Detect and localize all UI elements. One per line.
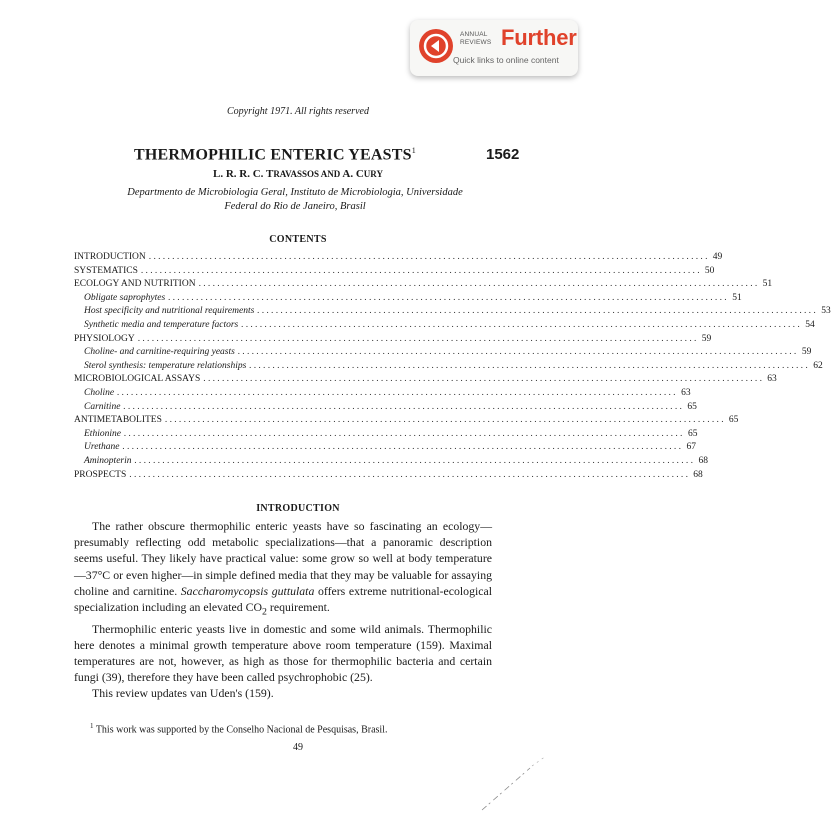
toc-entry-label: MICROBIOLOGICAL ASSAYS [74, 374, 201, 385]
footnote: $^1$ This work was supported by the Conselho Nacional de Pesquisas, Brasil. [90, 722, 388, 736]
toc-entry-label: PROSPECTS [74, 469, 127, 480]
toc-entry [74, 455, 708, 470]
toc-entry [74, 428, 698, 443]
toc-entry-page: 68 [693, 469, 703, 480]
toc-entry-page: 50 [704, 265, 715, 276]
toc-leader-dots: ........................................................................................................................ [134, 455, 696, 466]
toc-entry-label: PHYSIOLOGY [74, 333, 135, 344]
article-number: 1562 [486, 146, 520, 163]
toc-entry-label: Obligate saprophytes [84, 292, 166, 303]
table-of-contents [74, 252, 831, 483]
toc-entry-label: Synthetic media and temperature factors [84, 319, 239, 330]
toc-entry-page: 63 [767, 374, 777, 385]
toc-leader-dots: ........................................................................................................................ [241, 319, 803, 330]
toc-entry [74, 360, 823, 375]
title-footnote-mark: 1 [411, 146, 416, 155]
toc-entry-label: Sterol synthesis: temperature relationships [84, 360, 247, 371]
toc-leader-dots: ........................................................................................................................ [137, 333, 699, 344]
toc-entry [74, 374, 777, 388]
toc-leader-dots: ........................................................................................................................ [203, 374, 765, 385]
toc-entry [74, 279, 773, 293]
toc-entry [74, 442, 697, 456]
toc-leader-dots: ........................................................................................................................ [257, 306, 819, 317]
paragraph-3: This review updates van Uden's (159). [92, 686, 274, 701]
toc-entry [74, 265, 715, 280]
pen-stroke-mark [470, 750, 560, 816]
toc-entry-page: 67 [686, 442, 697, 453]
toc-leader-dots: ........................................................................................................................ [122, 442, 684, 453]
toc-entry-page: 51 [762, 279, 773, 290]
further-subtitle: Quick links to online content [453, 55, 559, 65]
toc-leader-dots: ........................................................................................................................ [129, 469, 691, 480]
toc-leader-dots: ........................................................................................................................ [164, 415, 726, 426]
further-label: Further [501, 25, 577, 50]
toc-leader-dots: ........................................................................................................................ [237, 347, 799, 358]
toc-leader-dots: ........................................................................................................................ [123, 428, 685, 439]
toc-entry-page: 63 [681, 387, 691, 398]
toc-entry-label: ANTIMETABOLITES [74, 415, 162, 426]
toc-entry-page: 51 [732, 292, 742, 303]
toc-entry [74, 469, 703, 484]
toc-entry-label: Urethane [84, 442, 120, 453]
toc-entry-label: Host specificity and nutritional requirements [84, 306, 255, 317]
toc-entry-label: Ethionine [84, 428, 121, 439]
toc-entry-label: SYSTEMATICS [74, 265, 138, 276]
toc-entry [74, 306, 831, 320]
authors: L. R. R. C. TRAVASSOS AND A. CURY [213, 168, 383, 180]
toc-leader-dots: ........................................................................................................................ [117, 387, 679, 398]
contents-heading: CONTENTS [269, 234, 327, 245]
toc-entry [74, 387, 691, 402]
toc-entry-label: Choline- and carnitine-requiring yeasts [84, 347, 235, 358]
toc-leader-dots: ........................................................................................................................ [168, 292, 730, 303]
play-back-icon [419, 29, 453, 63]
toc-entry-page: 65 [687, 428, 698, 439]
copyright-line: Copyright 1971. All rights reserved [227, 106, 369, 117]
toc-entry-page: 68 [698, 455, 708, 466]
toc-leader-dots: ........................................................................................................................ [198, 279, 760, 290]
toc-leader-dots: ........................................................................................................................ [123, 401, 685, 412]
introduction-heading: INTRODUCTION [256, 503, 340, 514]
page-number: 49 [293, 742, 303, 753]
toc-entry-page: 59 [701, 333, 712, 344]
toc-entry [74, 333, 712, 348]
article-title: THERMOPHILIC ENTERIC YEASTS$^1$ [134, 146, 416, 164]
paragraph-2: Thermophilic enteric yeasts live in domestic and some wild animals. Thermophilic here denotes a minimal growth temperature above room temperature (159). Maximal temperatures are not, however, as high as those for thermophilic bacteria and certain fungi (39), therefore they have been called psychrophobic (25). [74, 621, 492, 685]
toc-entry-page: 59 [801, 347, 812, 358]
toc-entry-page: 65 [728, 415, 739, 426]
toc-entry [74, 347, 812, 361]
further-badge[interactable] [410, 20, 578, 76]
toc-leader-dots: ........................................................................................................................ [148, 252, 710, 262]
toc-entry-page: 49 [712, 252, 723, 262]
toc-entry-label: Choline [84, 387, 115, 398]
toc-entry-label: Aminopterin [84, 455, 132, 466]
toc-entry-page: 65 [687, 401, 697, 412]
annual-reviews-logo: ANNUAL REVIEWS [460, 31, 492, 46]
toc-entry [74, 292, 742, 307]
toc-entry [74, 252, 723, 266]
toc-entry-label: INTRODUCTION [74, 252, 146, 262]
toc-entry-label: ECOLOGY AND NUTRITION [74, 279, 196, 290]
toc-leader-dots: ........................................................................................................................ [249, 360, 811, 371]
toc-entry [74, 401, 697, 416]
toc-entry-page: 62 [813, 360, 823, 371]
paragraph-1: The rather obscure thermophilic enteric yeasts have so fascinating an ecology—presumably reflecting odd metabolic specializations—that a panoramic description seems useful. They likely have practical value: some grow so well at body temperature—37°C or even higher—in simple defined media that they may be valuable for assaying choline and carnitine. Saccharomycopsis guttulata offers extreme nutritional-ecological specialization including an elevated $CO_2$ requirement. [74, 519, 492, 618]
toc-entry-label: Carnitine [84, 401, 121, 412]
toc-entry [74, 415, 739, 429]
affiliation: Departmento de Microbiologia Geral, Instituto de Microbiologia, Universidade Federal do Rio de Janeiro, Brasil [127, 187, 463, 212]
toc-entry-page: 54 [805, 319, 815, 330]
toc-leader-dots: ........................................................................................................................ [140, 265, 702, 276]
toc-entry [74, 319, 815, 334]
toc-entry-page: 53 [821, 306, 831, 317]
body-text [74, 518, 492, 702]
